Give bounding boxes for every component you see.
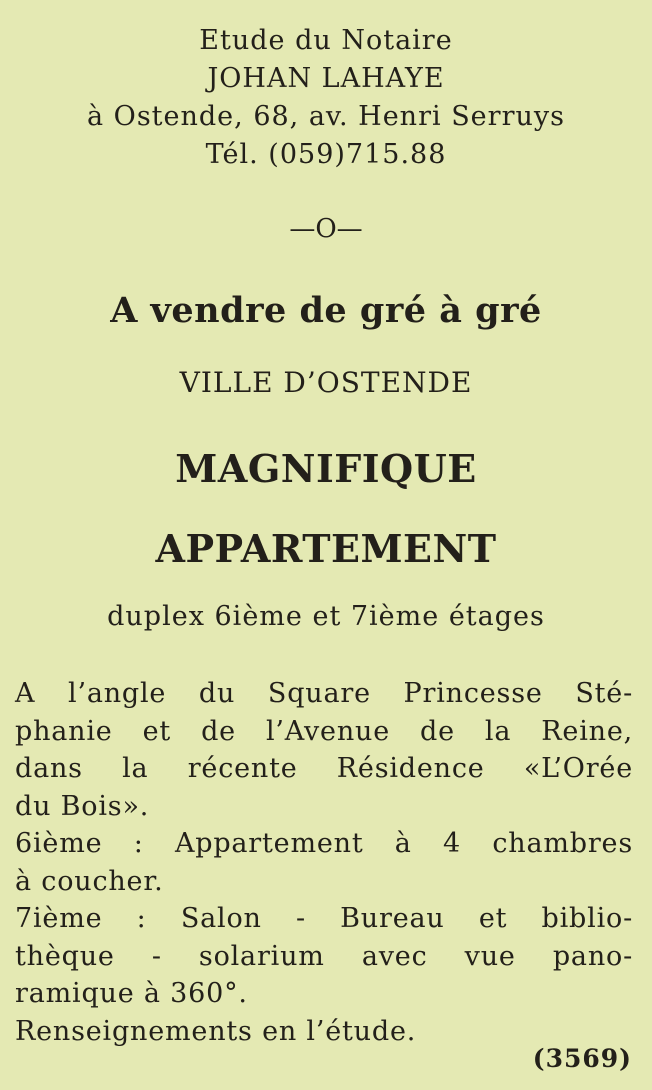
notary-name: JOHAN LAHAYE [207,63,445,94]
sale-title: A vendre de gré à gré [110,290,542,331]
description-line: dans la récente Résidence «L’Orée [15,753,633,784]
description-line: A l’angle du Square Princesse Sté- [15,678,633,709]
description-line: Renseignements en l’étude. [15,1015,417,1047]
notary-header [0,22,652,174]
property-description [15,675,633,1050]
headline-magnifique: MAGNIFIQUE [175,446,477,491]
description-line: à coucher. [15,865,164,897]
notary-office-label: Etude du Notaire [199,25,453,56]
description-line: 6ième : Appartement à 4 chambres [15,828,633,859]
description-line: ramique à 360°. [15,978,248,1009]
city-name: VILLE D’OSTENDE [179,366,473,399]
description-line: du Bois». [15,790,150,822]
notary-address: à Ostende, 68, av. Henri Serruys [87,101,565,132]
property-subtitle: duplex 6ième et 7ième étages [107,601,545,632]
ad-reference-number: (3569) [532,1044,632,1073]
description-line: thèque - solarium avec vue pano- [15,940,633,972]
description-line: 7ième : Salon - Bureau et biblio- [15,903,633,934]
separator: —O— [289,214,363,244]
notary-phone: Tél. (059)715.88 [205,139,447,170]
headline-appartement: APPARTEMENT [155,526,497,571]
description-line: phanie et de l’Avenue de la Reine, [15,715,633,747]
